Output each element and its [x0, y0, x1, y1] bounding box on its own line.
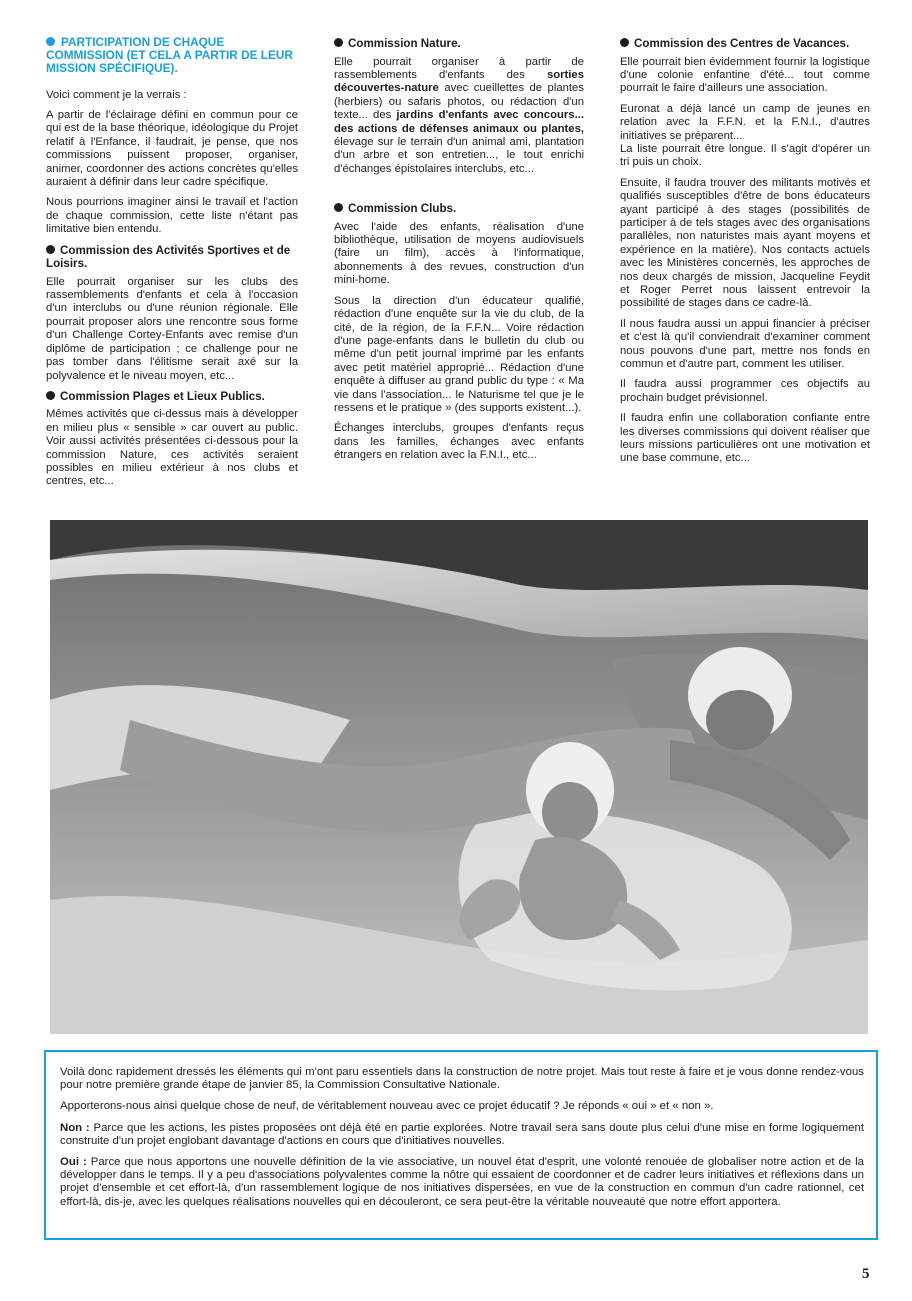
paragraph: Ensuite, il faudra trouver des militants motivés et qualifiés susceptibles d'être de bons éducateurs ayant participé à des stages (possibilités de participer à de tels stages avec des organisations parallèles, non naturistes mais ayant moyens et expérience en la matière). Nos contacts actuels avec les Ministères concernés, les approches de nos deux chargés de mission, Jacqueline Feydit et Roger Perret nous laissent entrevoir la possibilité de stages dans ce cadre-là. — [620, 176, 870, 310]
paragraph: Il faudra enfin une collaboration confiante entre les diverses commissions qui doivent réaliser que leurs missions particulières ont une motivation et une base commune, etc... — [620, 412, 870, 465]
section-heading: PARTICIPATION DE CHAQUE COMMISSION (ET CELA A PARTIR DE LEUR MISSION SPÉCIFIQUE). — [46, 35, 293, 76]
bullet-icon — [334, 203, 343, 212]
paragraph: Il faudra aussi programmer ces objectifs au prochain budget prévisionnel. — [620, 378, 870, 404]
paragraph: Elle pourrait organiser à partir de rassemblements d'enfants des sorties découvertes-nature avec cueillettes de plantes (herbiers) ou safaris photos, ou rédaction d'un texte... des jardins d'enfants avec concours... des actions de défenses animaux ou plantes, élevage sur le terrain d'un animal ami, plantation d'un arbre et son entretien..., le tout enrichi d'échanges épistolaires interclubs, etc... — [334, 55, 584, 175]
paragraph: Avec l'aide des enfants, réalisation d'une bibliothèque, utilisation de moyens audiovisuels (faire un film), accès à l'informatique, abonnements à des revues, construction d'un mini-home. — [334, 220, 584, 287]
oui-label: Oui : — [60, 1156, 87, 1169]
paragraph: Non : Parce que les actions, les pistes proposées ont déjà été en partie explorées. Notre travail sera sans doute plus celui d'une mise en forme logiquement construite d'un projet englobant davantage d'actions en cours que d'initiatives nouvelles. — [60, 1121, 864, 1147]
column-right — [620, 34, 870, 473]
bullet-icon — [334, 38, 343, 47]
paragraph: Elle pourrait organiser sur les clubs des rassemblements d'enfants et cela à l'occasion d'un interclubs ou d'une réunion régionale. Elle pourrait proposer alors une rencontre sous forme d'un Challenge Cortey-Enfants avec remise d'un diplôme de participation ; ce challenge pour ne pas tomber dans l'élitisme serait axé sur la polyvalence et le niveau moyen, etc... — [46, 275, 298, 382]
paragraph: Oui : Parce que nous apportons une nouvelle définition de la vie associative, un nouvel état d'esprit, une volonté renouée de globaliser notre action et de la développer dans le temps. Il y a peu d'associations polyvalentes comme la nôtre qui essaient de coordonner et de cadrer leurs initiatives et réflexions dans un projet d'ensemble et cet effort-là, d'un rassemblement logique de nos initiatives dispersées, en vue de la construction en commun d'un cadre rationnel, cet effort-là, dis-je, avec les quelques réalisations nouvelles qui en découleront, ce sera peut-être la véritable nouveauté que notre effort apportera. — [60, 1156, 864, 1208]
paragraph: Échanges interclubs, groupes d'enfants reçus dans les familles, échanges avec enfants étrangers en relation avec la F.N.I., etc... — [334, 422, 584, 462]
paragraph: A partir de l'éclairage défini en commun pour ce qui est de la base théorique, idéologique du Projet relatif à l'Enfance, il faudrait, je pense, que nos commissions puissent proposer, organiser, animer, coordonner des actions concrètes qu'elles auraient à définir dans leur cadre spécifique. — [46, 109, 298, 189]
bullet-icon — [620, 38, 629, 47]
column-left — [46, 34, 298, 496]
column-middle — [334, 34, 584, 470]
commission-heading: Commission Plages et Lieux Publics. — [46, 390, 298, 404]
photo-image — [50, 520, 868, 1034]
paragraph: Sous la direction d'un éducateur qualifié, rédaction d'une enquête sur la vie du club, de la cité, de la région, de la F.F.N... Voire rédaction d'une page-enfants dans le bulletin du club ou même d'un petit journal imprimé par les enfants avec petit matériel approprié... Rédaction d'une enquête à diffuser au grand public du type : « Ma vie dans l'association... le Naturisme tel que je le ressens et le pratique » (des supports existent...). — [334, 294, 584, 414]
conclusion-box — [44, 1050, 878, 1240]
paragraph: Mêmes activités que ci-dessus mais à développer en milieu plus « sensible » car ouvert au public. Voir aussi activités présentées ci-dessous pour la commission Nature, ces activités seraient possibles en milieu extérieur à nos clubs et centres, etc... — [46, 408, 298, 488]
bullet-icon — [46, 245, 55, 254]
paragraph: Voilà donc rapidement dressés les éléments qui m'ont paru essentiels dans la construction de notre projet. Mais tout reste à faire et je vous donne rendez-vous pour notre première grande étape de janvier 85, la Commission Consultative Nationale. — [60, 1066, 864, 1092]
bullet-icon — [46, 37, 55, 46]
paragraph: Apporterons-nous ainsi quelque chose de neuf, de véritablement nouveau avec ce projet éducatif ? Je réponds « oui » et « non ». — [60, 1100, 714, 1113]
paragraph: Elle pourrait bien évidemment fournir la logistique d'une colonie enfantine d'été... tout comme pourrait le faire d'ailleurs une association. — [620, 55, 870, 95]
bullet-icon — [46, 391, 55, 400]
non-label: Non : — [60, 1121, 90, 1134]
commission-heading: Commission des Activités Sportives et de Loisirs. — [46, 243, 291, 271]
page-number: 5 — [862, 1266, 870, 1282]
commission-heading: Commission des Centres de Vacances. — [620, 37, 870, 51]
paragraph: La liste pourrait être longue. Il s'agit d'opérer un tri puis un choix. — [620, 142, 870, 169]
paragraph: Nous pourrions imaginer ainsi le travail et l'action de chaque commission, cette liste n'étant pas limitative bien entendu. — [46, 196, 298, 236]
paragraph: Voici comment je la verrais : — [46, 88, 187, 101]
photo — [50, 520, 868, 1034]
paragraph: Il nous faudra aussi un appui financier à préciser et c'est là qu'il conviendrait d'examiner comment nous pouvons d'une part, mettre nos fonds en commun et d'autre part, comment les utiliser. — [620, 317, 870, 371]
commission-heading: Commission Nature. — [334, 37, 584, 51]
paragraph: Euronat a déjà lancé un camp de jeunes en relation avec la F.F.N. et la F.N.I., d'autres initiatives se préparent... — [620, 102, 870, 142]
commission-heading: Commission Clubs. — [334, 202, 584, 216]
